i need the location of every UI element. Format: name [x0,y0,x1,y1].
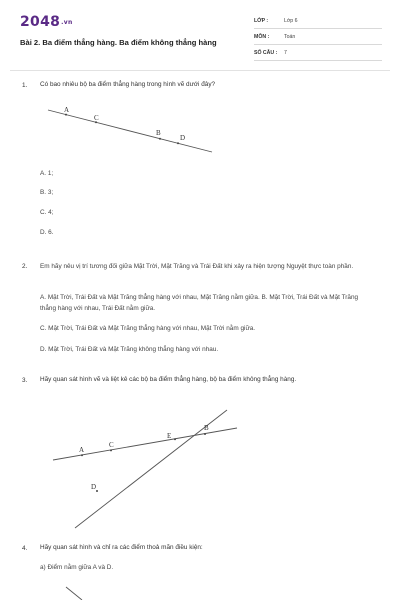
question-number: 2. [22,263,28,270]
site-logo[interactable] [20,14,73,30]
figure-q4-partial [60,585,100,600]
option-b[interactable]: B. 3; [40,189,54,196]
point-label: B [156,129,161,137]
page-title: Bài 2. Ba điểm thẳng hàng. Ba điểm không thẳng hàng [20,38,217,47]
figure-line [66,587,82,600]
point-label: C [94,114,99,122]
meta-row-subject [254,30,382,45]
point-b [204,433,206,435]
point-a [81,454,83,456]
figure-q3 [45,400,255,530]
meta-value: Lớp 6 [284,18,298,24]
meta-value: Toán [284,34,296,40]
option-c[interactable]: C. 4; [40,209,54,216]
header-divider [10,70,390,71]
point-label: B [204,424,209,432]
meta-label: LỚP : [254,18,269,24]
meta-row-class [254,14,382,29]
option-a[interactable]: A. 1; [40,170,54,177]
point-label: C [109,441,114,449]
question-number: 3. [22,377,28,384]
worksheet-meta [254,14,382,62]
point-b [159,138,161,140]
figure-line [48,110,212,152]
meta-label: MÔN : [254,34,270,40]
point-label: D [91,483,97,491]
point-label: A [79,446,85,454]
option-d[interactable]: D. Mặt Trời, Trái Đất và Mặt Trăng không thẳng hàng với nhau. [40,346,219,353]
logo-text: 2048 [20,14,61,30]
figure-line-horizontal [53,428,237,460]
option-d[interactable]: D. 6. [40,229,54,236]
question-number: 1. [22,82,28,89]
logo-suffix: .vn [61,18,73,26]
worksheet-header [18,14,382,64]
option-a-b[interactable]: A. Mặt Trời, Trái Đất và Mặt Trăng thẳng hàng với nhau, Mặt Trăng nằm giữa. B. Mặt Trời, Trái Đất và Mặt Trăng thẳng hàng với nhau, Trái Đất nằm giữa. [40,294,359,312]
meta-value: 7 [284,50,287,56]
question-number: 4. [22,545,28,552]
figure-q1 [40,100,220,160]
question-text: Hãy quan sát hình vẽ và liệt kê các bộ ba điểm thẳng hàng, bộ ba điểm không thẳng hàng. [40,376,297,383]
question-text: Em hãy nêu vị trí tương đối giữa Mặt Trời, Mặt Trăng và Trái Đất khi xảy ra hiện tượng Nguyệt thực toàn phần. [40,263,354,270]
point-label: E [167,432,172,440]
meta-row-count [254,46,382,61]
point-e [174,438,176,440]
question-text: Có bao nhiêu bộ ba điểm thẳng hàng trong hình vẽ dưới đây? [40,81,216,88]
question-text: Hãy quan sát hình và chỉ ra các điểm thoả mãn điều kiện: [40,544,203,551]
point-label: A [64,106,70,114]
meta-label: SỐ CÂU : [254,50,278,56]
point-label: D [180,134,186,142]
option-c[interactable]: C. Mặt Trời, Trái Đất và Mặt Trăng thẳng hàng với nhau, Mặt Trời nằm giữa. [40,325,256,332]
point-d [177,142,179,144]
sub-question: a) Điểm nằm giữa A và D. [40,564,114,571]
point-d [96,490,98,492]
point-c [110,449,112,451]
